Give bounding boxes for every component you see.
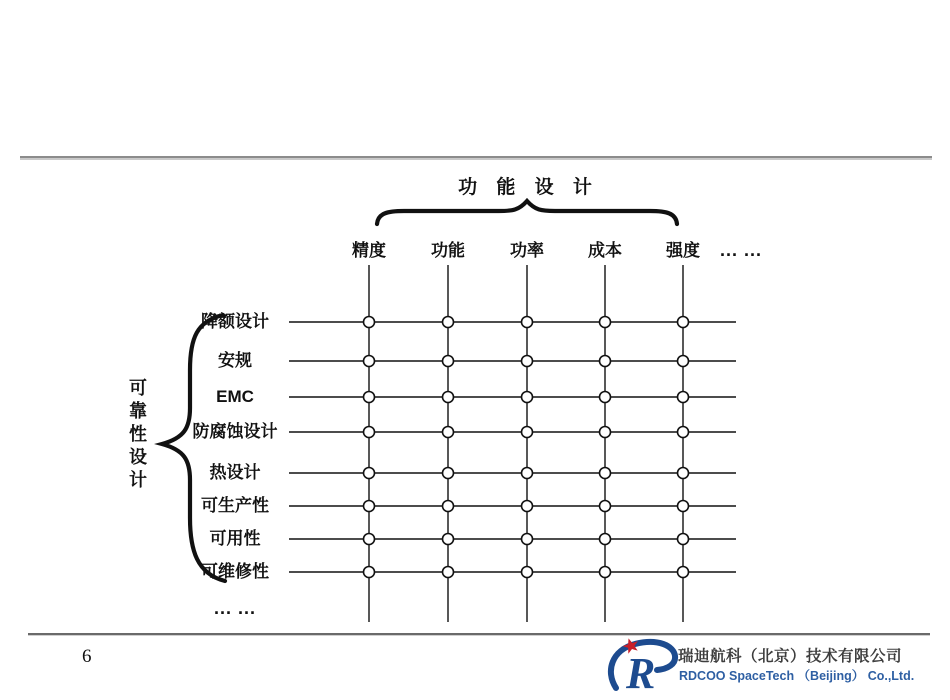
intersection-node [443, 468, 454, 479]
intersection-node [600, 317, 611, 328]
intersection-node [522, 392, 533, 403]
intersection-node [443, 317, 454, 328]
company-name-en: RDCOO SpaceTech （Beijing） Co.,Ltd. [679, 669, 915, 683]
page-number: 6 [82, 646, 92, 667]
intersection-node [678, 534, 689, 545]
intersection-node [364, 534, 375, 545]
intersection-node [522, 468, 533, 479]
intersection-node [364, 501, 375, 512]
column-header: 功能 [431, 241, 465, 260]
intersection-node [522, 501, 533, 512]
row-label: 降额设计 [201, 312, 269, 331]
intersection-node [364, 427, 375, 438]
row-label: 安规 [218, 351, 252, 370]
top-curly-brace [377, 201, 677, 224]
company-name-cn: 瑞迪航科（北京）技术有限公司 [678, 648, 903, 665]
row-label: 可维修性 [201, 562, 269, 581]
column-header: 成本 [588, 241, 622, 260]
intersection-node [364, 567, 375, 578]
bottom-divider-line [28, 633, 930, 635]
intersection-node [364, 317, 375, 328]
row-label: 可生产性 [201, 496, 269, 515]
intersection-node [443, 392, 454, 403]
reliability-design-group-title: 可靠性设计 [127, 378, 147, 493]
intersection-node [443, 356, 454, 367]
intersection-node [364, 468, 375, 479]
intersection-node [678, 567, 689, 578]
intersection-node [678, 317, 689, 328]
column-header: 精度 [352, 241, 386, 260]
intersection-node [443, 427, 454, 438]
intersection-node [600, 567, 611, 578]
intersection-node [522, 317, 533, 328]
intersection-node [678, 427, 689, 438]
logo-letter: R [626, 649, 656, 696]
intersection-node [364, 392, 375, 403]
column-header: 功率 [510, 241, 544, 260]
intersection-node [678, 392, 689, 403]
intersection-node [443, 501, 454, 512]
row-label: 可用性 [209, 529, 261, 548]
intersection-node [600, 356, 611, 367]
intersection-node [600, 501, 611, 512]
intersection-node [678, 468, 689, 479]
intersection-node [600, 534, 611, 545]
intersection-node [522, 534, 533, 545]
intersection-node [600, 468, 611, 479]
row-label: EMC [216, 387, 254, 406]
intersection-node [522, 427, 533, 438]
intersection-node [522, 356, 533, 367]
intersection-node [678, 356, 689, 367]
function-design-group-title: 功 能 设 计 [458, 177, 599, 198]
column-header: 强度 [666, 241, 700, 260]
columns-ellipsis: ... ... [719, 240, 762, 260]
intersection-node [522, 567, 533, 578]
intersection-node [443, 567, 454, 578]
intersection-node [443, 534, 454, 545]
rows-ellipsis: ... ... [213, 598, 256, 618]
intersection-node [600, 392, 611, 403]
intersection-node [678, 501, 689, 512]
intersection-node [364, 356, 375, 367]
intersection-node [600, 427, 611, 438]
company-logo [604, 636, 680, 696]
row-label: 防腐蚀设计 [192, 422, 278, 441]
row-label: 热设计 [209, 463, 261, 482]
